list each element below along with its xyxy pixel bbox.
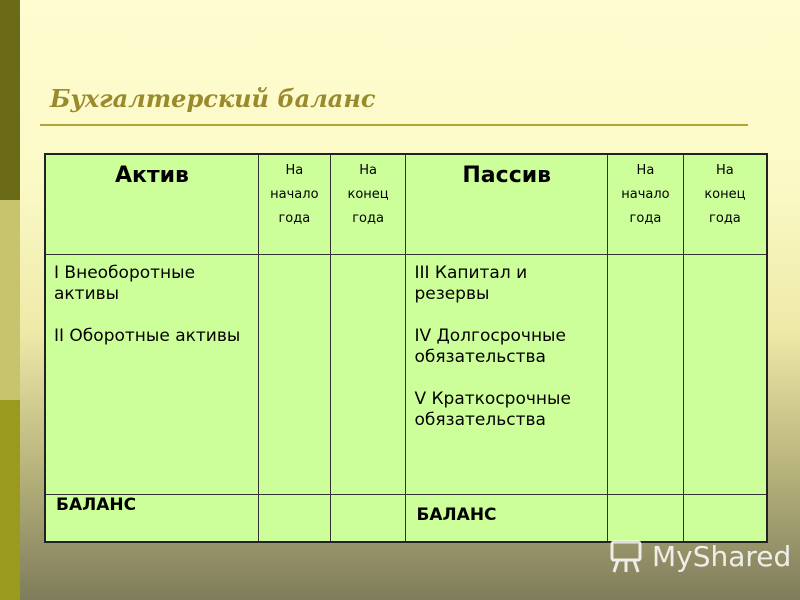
passiv-item: IV Долгосрочные обязательства <box>414 325 566 367</box>
passiv-sections-cell <box>406 254 608 494</box>
header-aktiv-start <box>258 154 330 254</box>
header-passiv-start <box>608 154 684 254</box>
header-text-line: На <box>285 163 304 178</box>
header-text-line: конец <box>704 187 746 202</box>
watermark <box>606 536 791 576</box>
header-text-line: года <box>352 211 384 226</box>
aktiv-sections-cell <box>45 254 258 494</box>
header-text-line: года <box>278 211 311 226</box>
aktiv-end-value-cell <box>330 254 406 494</box>
aktiv-item: II Оборотные активы <box>54 325 241 346</box>
header-passiv-end <box>683 154 767 254</box>
myshared-logo-icon <box>606 538 646 574</box>
left-accent-bar <box>0 0 20 600</box>
header-text-line: начало <box>621 187 670 202</box>
passiv-item: III Капитал и резервы <box>414 262 528 304</box>
left-bar-segment-bottom <box>0 400 20 600</box>
aktiv-item: I Внеоборотные активы <box>54 262 196 304</box>
header-text-line: конец <box>347 187 389 202</box>
balance-table <box>44 153 768 543</box>
aktiv-total-end-cell <box>330 494 406 542</box>
aktiv-start-value-cell <box>258 254 330 494</box>
passiv-total-start-cell <box>608 494 684 542</box>
watermark-text: MyShared <box>652 539 792 573</box>
aktiv-total-start-cell <box>258 494 330 542</box>
header-text-line: года <box>709 211 741 226</box>
table-header-row <box>45 154 767 254</box>
passiv-end-value-cell <box>683 254 767 494</box>
passiv-total-label: БАЛАНС <box>406 494 608 542</box>
header-text-line: На <box>716 163 734 178</box>
passiv-item: V Краткосрочные обязательства <box>414 388 571 430</box>
aktiv-total-label: БАЛАНС <box>45 494 258 542</box>
header-text-line: начало <box>270 187 319 202</box>
passiv-total-end-cell <box>683 494 767 542</box>
header-aktiv-end <box>330 154 406 254</box>
left-bar-segment-middle <box>0 200 20 400</box>
header-text-line: На <box>359 163 377 178</box>
table-total-row <box>45 494 767 542</box>
header-aktiv: Актив <box>45 154 258 254</box>
header-text-line: года <box>629 211 662 226</box>
table-body-row <box>45 254 767 494</box>
title-underline <box>40 124 748 126</box>
slide-title: Бухгалтерский баланс <box>50 84 376 113</box>
header-passiv: Пассив <box>406 154 608 254</box>
left-bar-segment-top <box>0 0 20 200</box>
header-text-line: На <box>636 163 655 178</box>
passiv-start-value-cell <box>608 254 684 494</box>
